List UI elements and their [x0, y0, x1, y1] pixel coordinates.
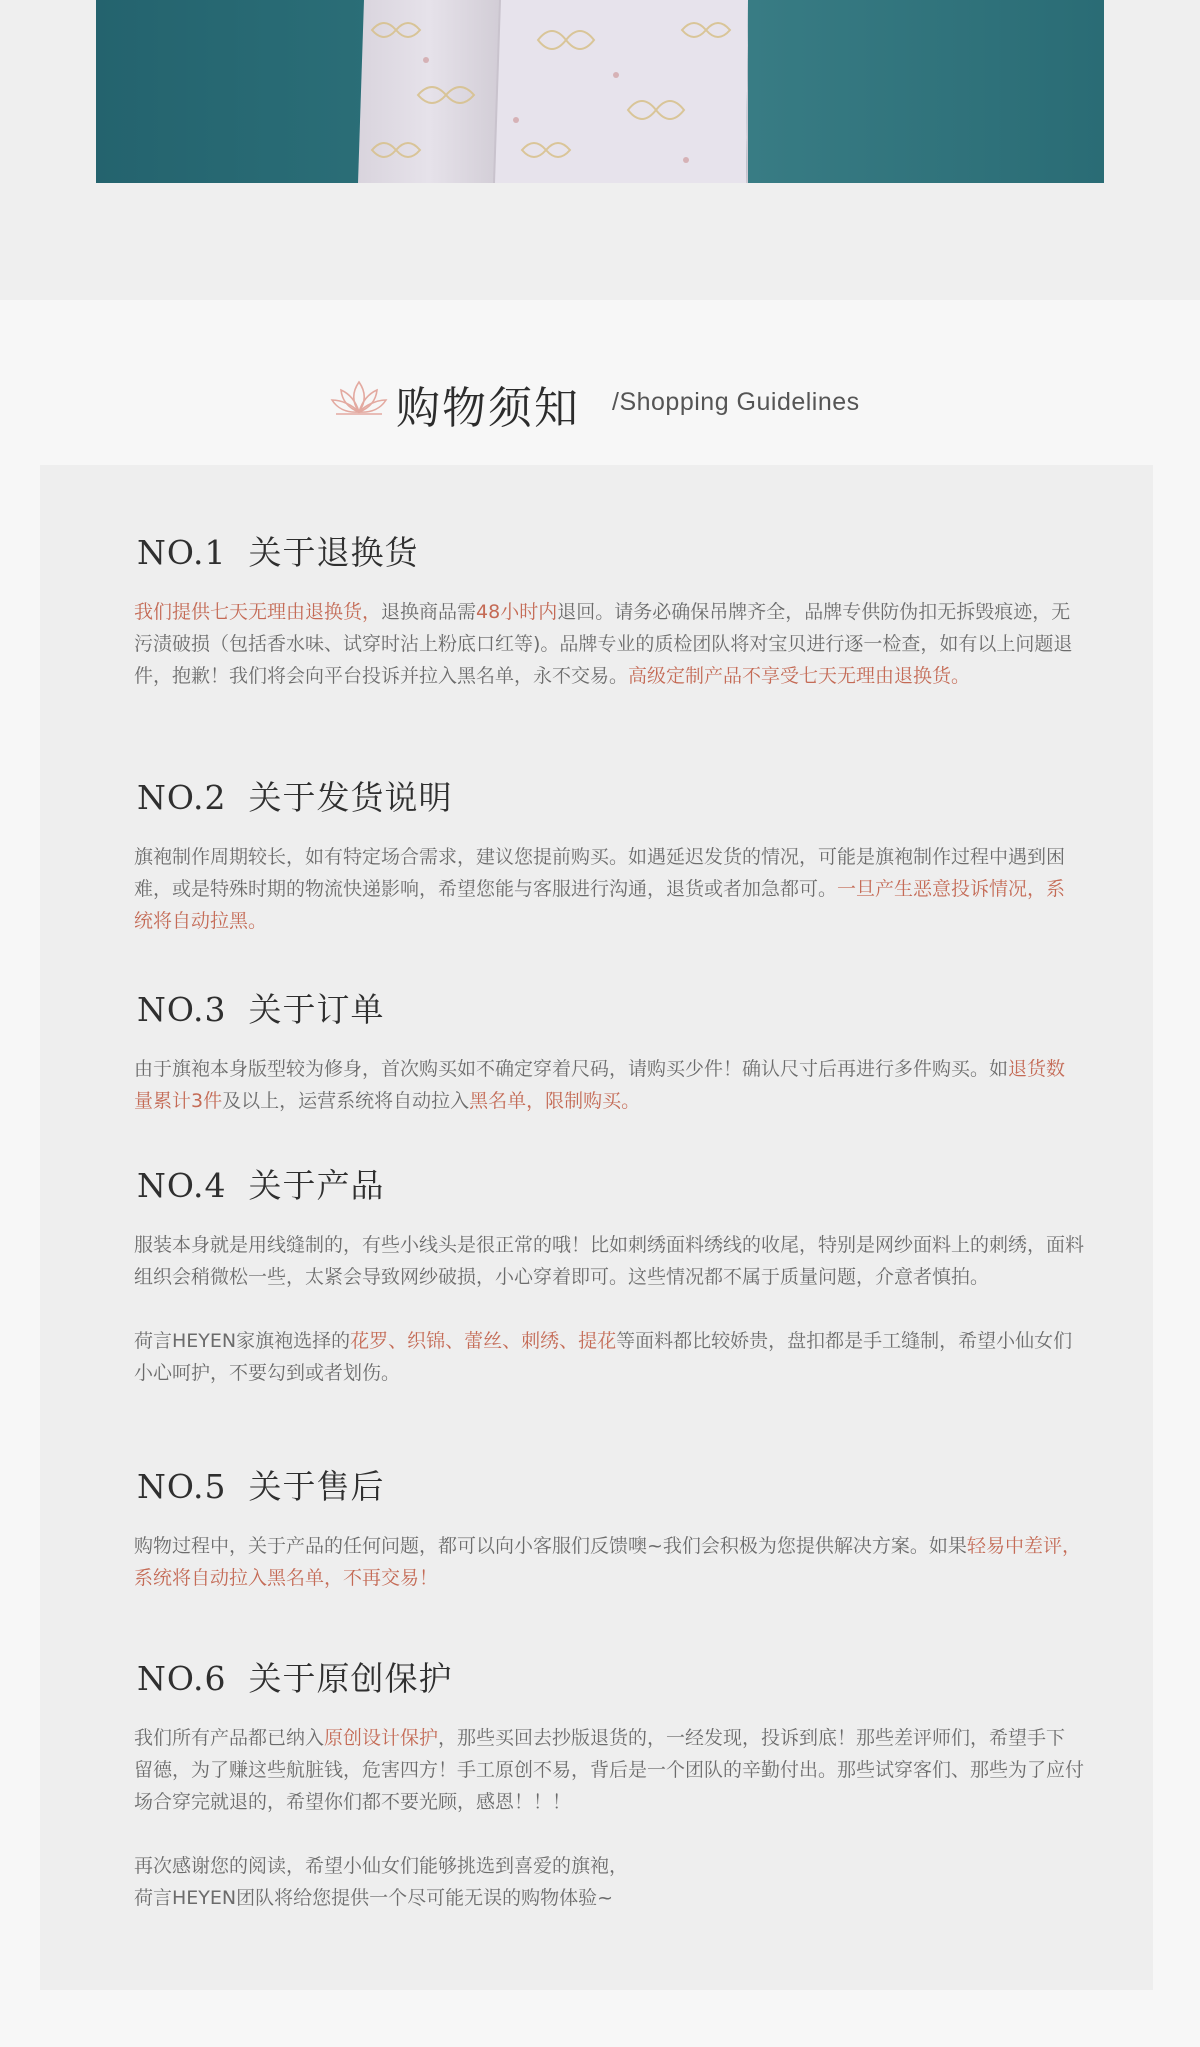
product-photo [96, 0, 1104, 183]
highlight-text: 原创设计保护 [324, 1727, 439, 1749]
highlight-text: 一旦产生恶意投诉情况，系统将自动拉黑。 [134, 878, 1066, 932]
highlight-text: 我们提供七天无理由退换货， [134, 601, 382, 623]
shopping-guidelines-header [0, 370, 1200, 440]
body-text: 由于旗袍本身版型较为修身，首次购买如不确定穿着尺码，请购买少件！确认尺寸后再进行多件购买。如 [134, 1058, 1009, 1080]
body-text: 退回。请务必确保吊牌齐全，品牌专供防伪扣无拆毁痕迹，无污渍破损（包括香水味、试穿时沾上粉底口红等)。品牌专业的质检团队将对宝贝进行逐一检查，如有以上问题退件，抱歉！我们将会向平台投诉并拉入黑名单，永不交易。 [134, 601, 1073, 687]
body-text: 等面料都比较娇贵，盘扣都是手工缝制，希望小仙女们小心呵护，不要勾到或者划伤。 [134, 1330, 1073, 1384]
body-text: 购物过程中，关于产品的任何问题，都可以向小客服们反馈噢~我们会积极为您提供解决方案。如果 [134, 1535, 967, 1557]
highlight-text: 黑名单，限制购买。 [469, 1090, 641, 1112]
section-text [134, 596, 1084, 692]
section-original-protection [134, 1653, 1084, 1914]
section-heading: NO.5 关于售后 [137, 1467, 385, 1506]
section-heading: NO.4 关于产品 [137, 1166, 385, 1205]
section-text [134, 1053, 1084, 1117]
section-products [134, 1160, 1084, 1389]
body-text: 荷言HEYEN家旗袍选择的 [134, 1330, 351, 1352]
lotus-icon [330, 378, 388, 418]
section-heading: NO.2 关于发货说明 [137, 778, 453, 817]
body-text: 服装本身就是用线缝制的，有些小线头是很正常的哦！比如刺绣面料绣线的收尾，特别是网纱面料上的刺绣，面料组织会稍微松一些，太紧会导致网纱破损，小心穿着即可。这些情况都不属于质量问题，介意者慎拍。 [134, 1234, 1085, 1288]
body-text: 及以上，运营系统将自动拉入 [222, 1090, 470, 1112]
highlight-text: 轻易中差评，系统将自动拉入黑名单，不再交易！ [134, 1535, 1081, 1589]
highlight-text: 高级定制产品不享受七天无理由退换货。 [628, 665, 971, 687]
section-heading: NO.6 关于原创保护 [137, 1659, 453, 1698]
section-returns [134, 527, 1084, 692]
body-text: 我们所有产品都已纳入 [134, 1727, 325, 1749]
section-heading: NO.1 关于退换货 [137, 533, 419, 572]
closing-text [134, 1850, 1084, 1914]
section-text [134, 1530, 1084, 1594]
section-heading: NO.3 关于订单 [137, 990, 385, 1029]
highlight-text: 48小时内 [476, 601, 558, 623]
highlight-text: 花罗、织锦、蕾丝、刺绣、提花 [350, 1330, 617, 1352]
body-text: 退换商品需 [381, 601, 477, 623]
section-after-sales [134, 1461, 1084, 1594]
page-subtitle: /Shopping Guidelines [612, 388, 860, 416]
highlight-text: 退货数量累计3件 [134, 1058, 1066, 1112]
section-text [134, 1325, 1084, 1389]
body-text: 再次感谢您的阅读，希望小仙女们能够挑选到喜爱的旗袍， 荷言HEYEN团队将给您提供一个尽可能无误的购物体验~ [134, 1855, 629, 1909]
body-text: 旗袍制作周期较长，如有特定场合需求，建议您提前购买。如遇延迟发货的情况，可能是旗袍制作过程中遇到困难，或是特殊时期的物流快递影响，希望您能与客服进行沟通，退货或者加急都可。 [134, 846, 1066, 900]
section-text [134, 1722, 1084, 1818]
section-shipping [134, 772, 1084, 937]
section-orders [134, 984, 1084, 1117]
body-text: ，那些买回去抄版退货的，一经发现，投诉到底！那些差评师们，希望手下留德，为了赚这些航脏钱，危害四方！手工原创不易，背后是一个团队的辛勤付出。那些试穿客们、那些为了应付场合穿完就退的，希望你们都不要光顾，感恩！！！ [134, 1727, 1085, 1813]
section-text [134, 841, 1084, 937]
section-text [134, 1229, 1084, 1293]
page-title: 购物须知 [396, 383, 580, 434]
